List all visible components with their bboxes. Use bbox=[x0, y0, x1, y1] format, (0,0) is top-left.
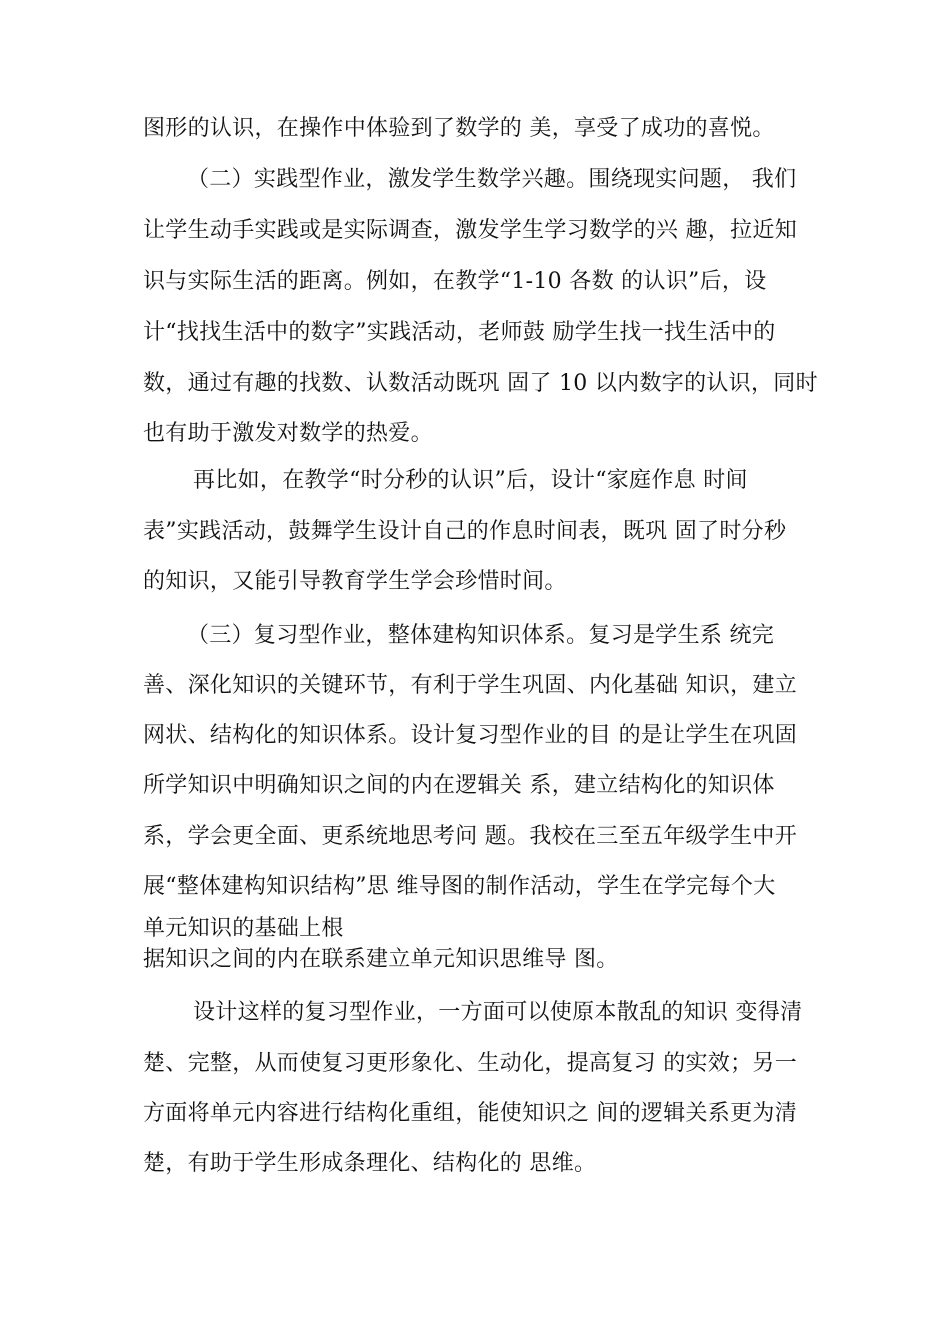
text-line: 单元知识的基础上根 bbox=[143, 916, 344, 941]
text-line: 表”实践活动，鼓舞学生设计自己的作息时间表，既巩 固了时分秒 bbox=[143, 519, 787, 544]
text-line: 据知识之间的内在联系建立单元知识思维导 图。 bbox=[143, 947, 619, 972]
text-line: （二）实践型作业，激发学生数学兴趣。围绕现实问题， 我们 bbox=[187, 167, 797, 192]
text-line: 设计这样的复习型作业，一方面可以使原本散乱的知识 变得清 bbox=[193, 1000, 803, 1025]
text-line: 图形的认识，在操作中体验到了数学的 美，享受了成功的喜悦。 bbox=[143, 116, 775, 141]
text-line: 方面将单元内容进行结构化重组，能使知识之 间的逻辑关系更为清 bbox=[143, 1101, 797, 1126]
text-line: （三）复习型作业，整体建构知识体系。复习是学生系 统完 bbox=[187, 623, 775, 648]
text-line: 再比如，在教学“时分秒的认识”后，设计“家庭作息 时间 bbox=[193, 468, 748, 493]
text-line: 楚、完整，从而使复习更形象化、生动化，提高复习 的实效；另一 bbox=[143, 1051, 797, 1076]
text-line: 楚，有助于学生形成条理化、结构化的 思维。 bbox=[143, 1151, 597, 1176]
text-line: 的知识，又能引导教育学生学会珍惜时间。 bbox=[143, 569, 567, 594]
text-line: 识与实际生活的距离。例如，在教学“1-10 各数 的认识”后，设 bbox=[143, 269, 767, 294]
text-line: 网状、结构化的知识体系。设计复习型作业的目 的是让学生在巩固 bbox=[143, 723, 797, 748]
text-line: 让学生动手实践或是实际调查，激发学生学习数学的兴 趣，拉近知 bbox=[143, 218, 797, 243]
text-line: 展“整体建构知识结构”思 维导图的制作活动，学生在学完每个大 bbox=[143, 874, 776, 899]
text-line: 数，通过有趣的找数、认数活动既巩 固了 10 以内数字的认识，同时 bbox=[143, 371, 818, 396]
text-line: 善、深化知识的关键环节，有利于学生巩固、内化基础 知识，建立 bbox=[143, 673, 797, 698]
text-line: 系，学会更全面、更系统地思考问 题。我校在三至五年级学生中开 bbox=[143, 824, 797, 849]
text-line: 所学知识中明确知识之间的内在逻辑关 系，建立结构化的知识体 bbox=[143, 773, 775, 798]
text-line: 也有助于激发对数学的热爱。 bbox=[143, 421, 433, 446]
text-line: 计“找找生活中的数字”实践活动，老师鼓 励学生找一找生活中的 bbox=[143, 320, 776, 345]
